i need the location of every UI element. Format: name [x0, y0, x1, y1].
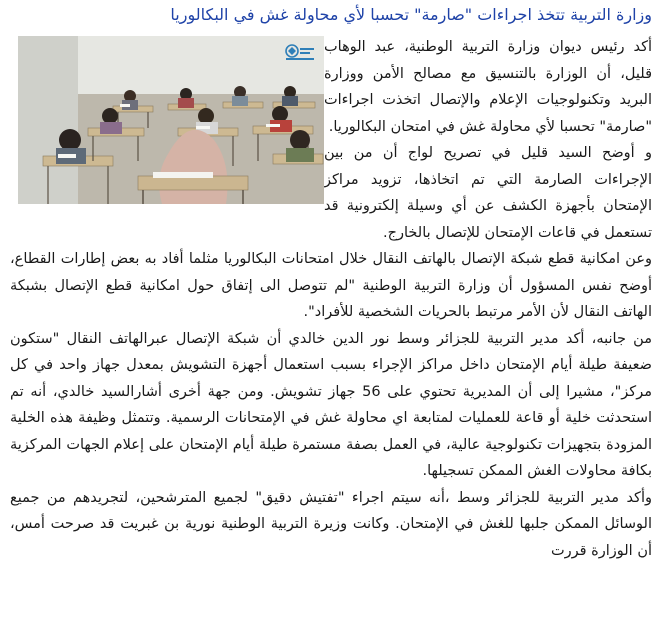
- article-paragraph: وعن امكانية قطع شبكة الإتصال بالهاتف النقال خلال امتحانات البكالوريا مثلما أفاد به بعض إطارات القطاع، أوضح نفس المسؤول أن وزارة التربية الوطنية "لم تتوصل الى إتفاق حول امكانية قطع الإتصال بشبكة الهاتف النقال لأن الأمر مرتبط بالحريات الشخصية للأفراد".: [10, 251, 652, 320]
- exam-hall-illustration: [18, 36, 324, 204]
- exam-hall-photo: [18, 36, 324, 204]
- article-paragraph: وأكد مدير التربية للجزائر وسط ،أنه سيتم اجراء "تفتيش دقيق" لجميع المترشحين، لتجريدهم من جميع الوسائل الممكن جلبها للغش في الإمتحان. وكانت وزيرة التربية الوطنية نورية بن غبريت قد صرحت أمس، أن الوزارة قررت: [10, 489, 652, 559]
- watermark-logo-icon: [282, 42, 316, 62]
- article-paragraph: و أوضح السيد قليل في تصريح لواج أن من بين الإجراءات الصارمة التي تم اتخاذها، تزويد مراكز الإمتحان بأجهزة الكشف عن أي وسيلة إلكترونية قد تستعمل في قاعات الإمتحان للإتصال بالخارج.: [324, 145, 652, 241]
- article-paragraph: من جانبه، أكد مدير التربية للجزائر وسط نور الدين خالدي أن شبكة الإتصال عبرالهاتف النقال "ستكون ضعيفة طيلة أيام الإمتحان داخل مراكز الإجراء بسبب استعمال أجهزة التشويش بمعدل جهاز واحد في كل مركز"، مشيرا إلى أن المديرية تحتوي على 56 جهاز تشويش. ومن جهة أخرى أشارالسيد خالدي، أنه تم استحدثت خلية أو قاعة للعمليات لمتابعة اي محاولة غش في الإمتحانات الرسمية. وتتمثل وظيفة هذه الخلية المزودة بتجهيزات تكنولوجية عالية، في العمل بصفة مستمرة طيلة أيام الإمتحان على إعلام الجهات المركزية بكافة محاولات الغش الممكن تسجيلها.: [10, 330, 652, 479]
- article-paragraph: أكد رئيس ديوان وزارة التربية الوطنية، عبد الوهاب قليل، أن الوزارة بالتنسيق مع مصالح الأمن ووزارة البريد وتكنولوجيات الإعلام والإتصال اتخذت اجراءات "صارمة" تحسبا لأي محاولة غش في امتحان البكالوريا.: [324, 39, 652, 135]
- article-headline[interactable]: وزارة التربية تتخذ اجراءات "صارمة" تحسبا لأي محاولة غش في البكالوريا: [170, 5, 652, 24]
